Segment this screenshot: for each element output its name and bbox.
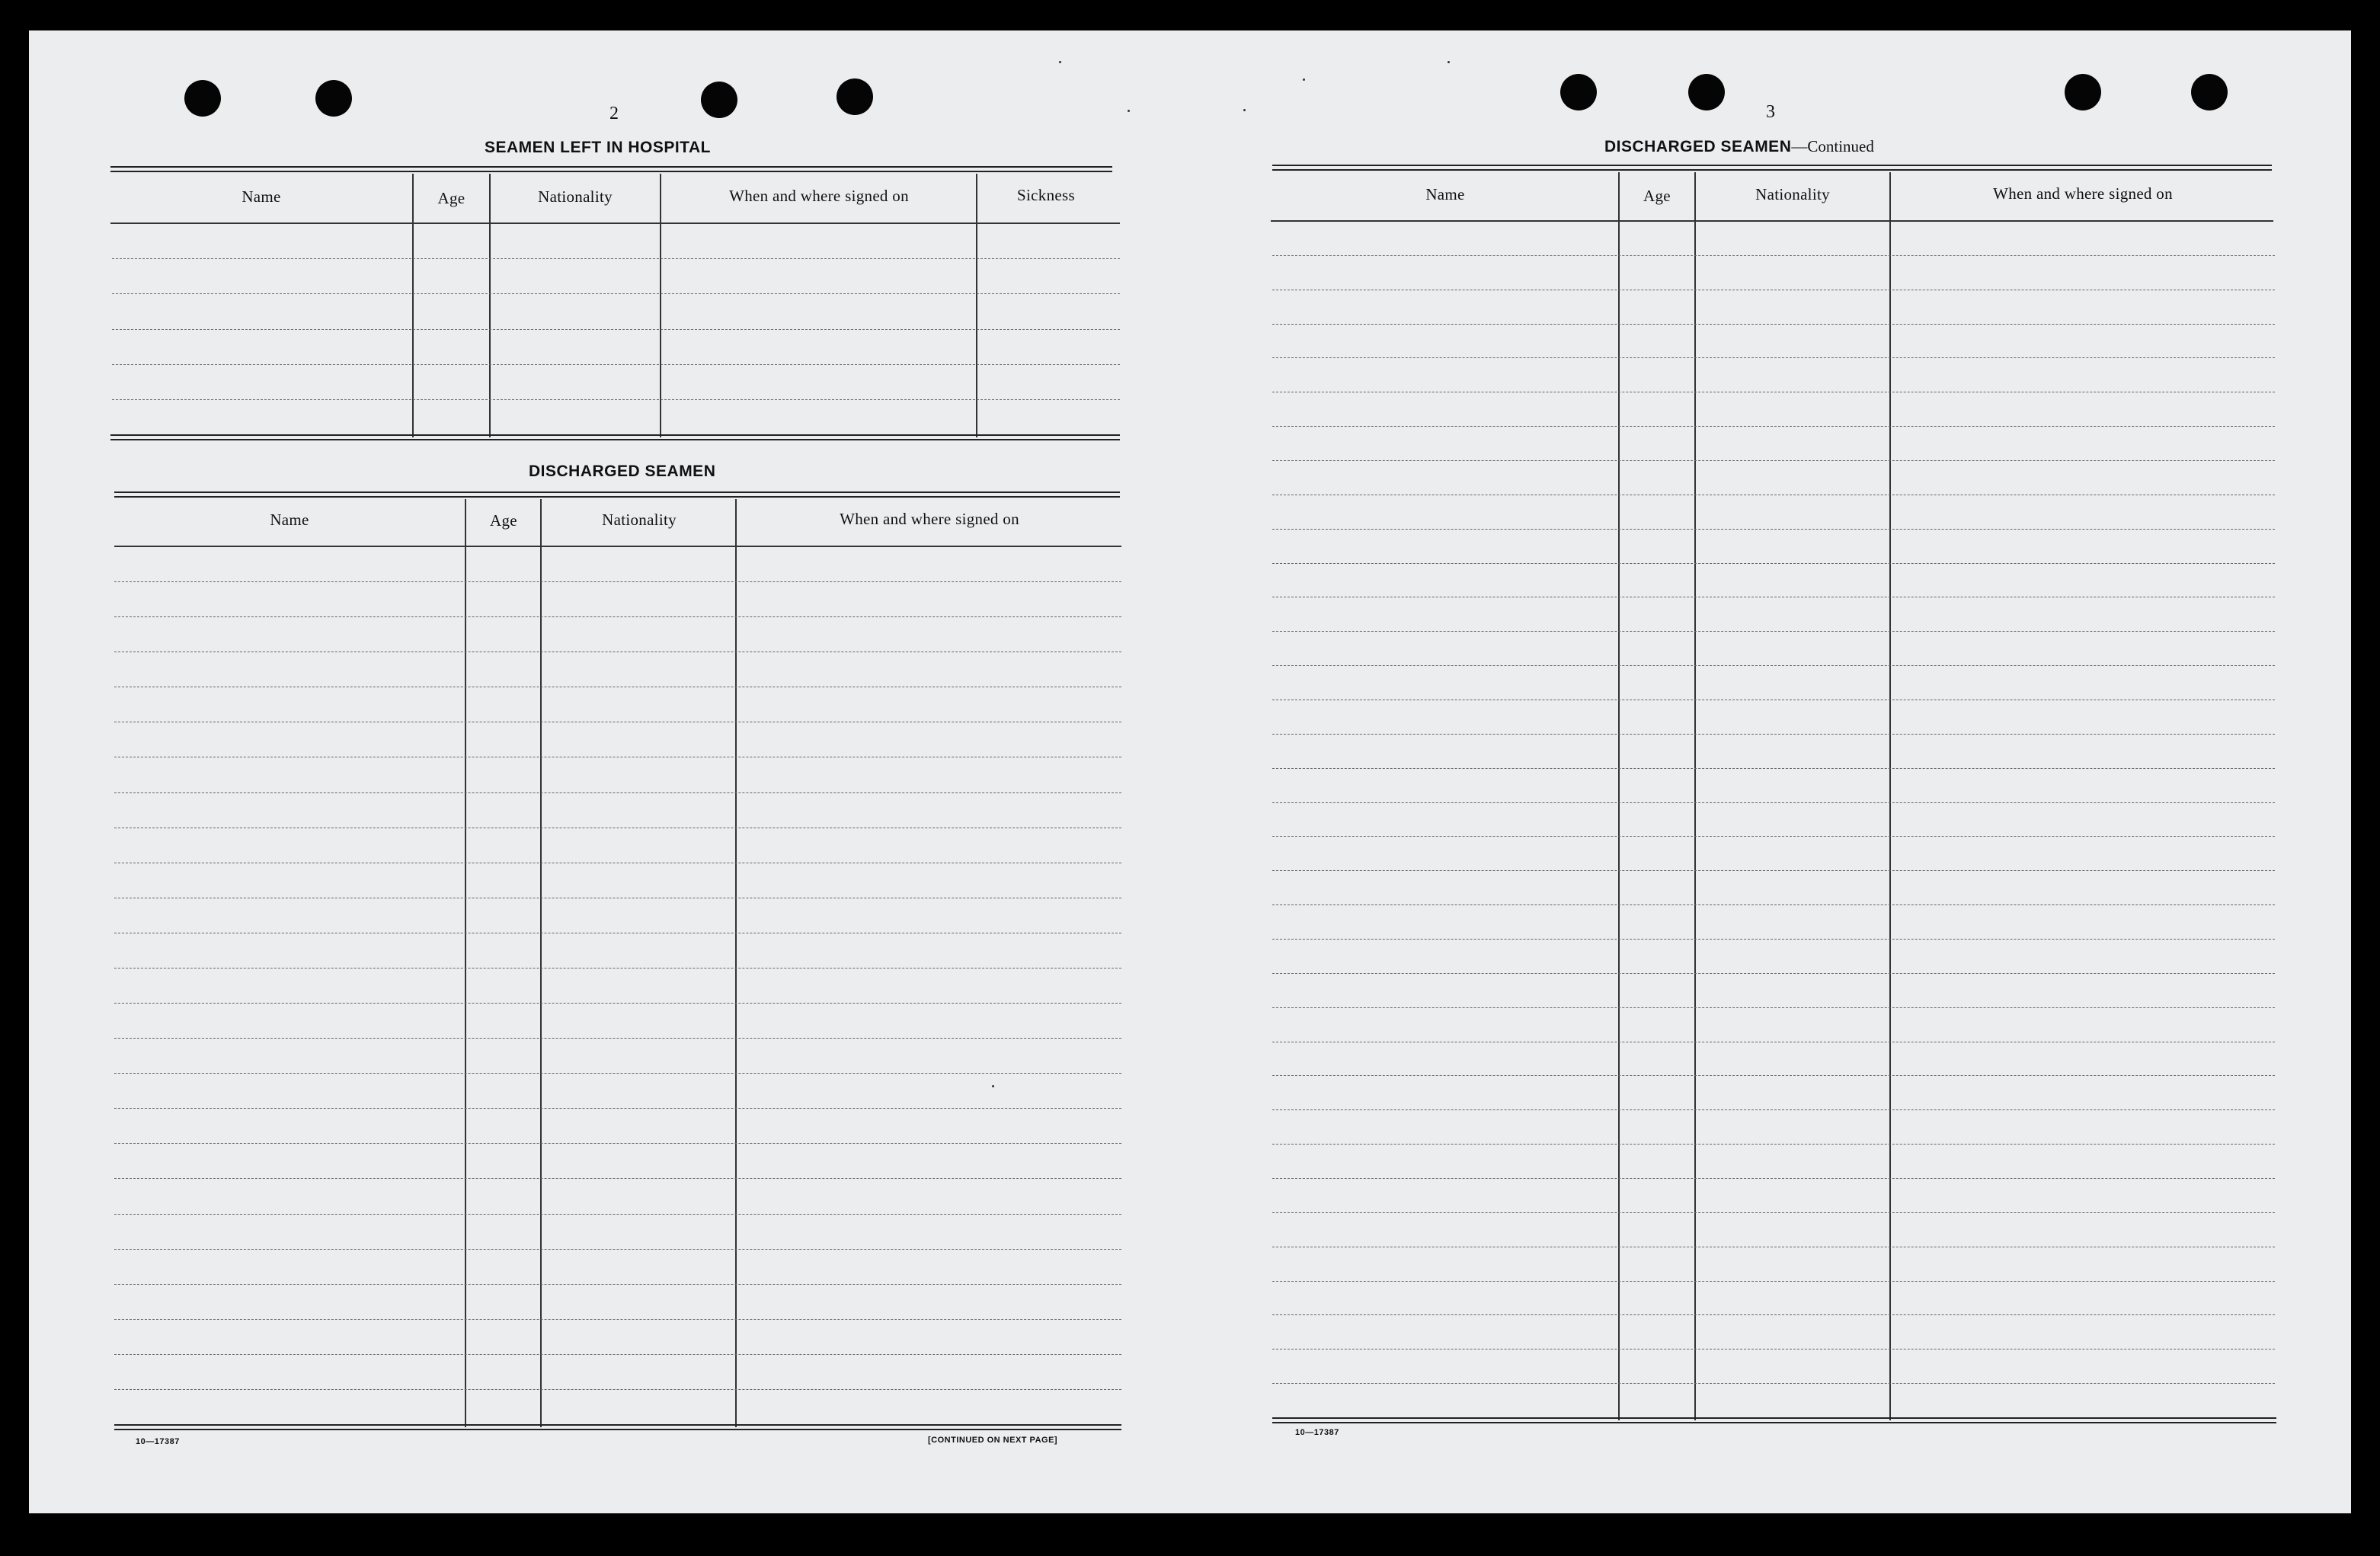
- column-header-age: Age: [437, 189, 465, 207]
- blank-row-line[interactable]: [1272, 1109, 2275, 1110]
- blank-row-line[interactable]: [1272, 904, 2275, 905]
- column-header-nationality: Nationality: [1755, 185, 1830, 203]
- double-rule: [114, 491, 1120, 498]
- blank-row-line[interactable]: [114, 1143, 1121, 1144]
- blank-row-line[interactable]: [114, 1319, 1121, 1320]
- blank-row-line[interactable]: [1272, 563, 2275, 564]
- column-header-name: Name: [270, 511, 309, 529]
- blank-row-line[interactable]: [1272, 426, 2275, 427]
- blank-row-line[interactable]: [1272, 870, 2275, 871]
- blank-row-line[interactable]: [1272, 1144, 2275, 1145]
- blank-row-line[interactable]: [114, 1038, 1121, 1039]
- blank-row-line[interactable]: [1272, 529, 2275, 530]
- blank-row-line[interactable]: [114, 1389, 1121, 1390]
- section-title: SEAMEN LEFT IN HOSPITAL: [485, 139, 711, 156]
- column-header-nationality: Nationality: [538, 187, 613, 206]
- blank-row-line[interactable]: [112, 293, 1120, 294]
- continued-note: [CONTINUED ON NEXT PAGE]: [928, 1436, 1058, 1445]
- column-header-name: Name: [242, 187, 281, 206]
- column-divider: [412, 174, 414, 437]
- column-header-name: Name: [1425, 185, 1465, 203]
- blank-row-line[interactable]: [114, 1214, 1121, 1215]
- form-number: 10—17387: [136, 1437, 180, 1446]
- punch-hole: [2191, 74, 2228, 110]
- blank-row-line[interactable]: [112, 329, 1120, 330]
- column-header-nationality: Nationality: [602, 511, 677, 529]
- section-title: DISCHARGED SEAMEN: [529, 463, 716, 480]
- blank-row-line[interactable]: [114, 581, 1121, 582]
- punch-hole: [837, 78, 873, 115]
- column-divider: [465, 499, 466, 1427]
- double-rule: [1272, 1417, 2276, 1423]
- punch-hole: [2065, 74, 2101, 110]
- column-header-when-where: When and where signed on: [729, 187, 909, 205]
- document-sheet: [29, 30, 2351, 1513]
- blank-row-line[interactable]: [1272, 255, 2275, 256]
- double-rule: [110, 434, 1120, 440]
- blank-row-line[interactable]: [1272, 734, 2275, 735]
- column-divider: [1694, 172, 1696, 1420]
- blank-row-line[interactable]: [1272, 1314, 2275, 1315]
- blank-row-line[interactable]: [114, 616, 1121, 617]
- page-number: 3: [1766, 102, 1775, 122]
- double-rule: [110, 166, 1112, 172]
- blank-row-line[interactable]: [112, 364, 1120, 365]
- page-number: 2: [609, 104, 619, 123]
- section-title-suffix: —Continued: [1791, 137, 1874, 155]
- blank-row-line[interactable]: [1272, 1178, 2275, 1179]
- blank-row-line[interactable]: [1272, 357, 2275, 358]
- scan-speck: [992, 1085, 994, 1087]
- blank-row-line[interactable]: [114, 1354, 1121, 1355]
- column-header-age: Age: [1643, 187, 1671, 205]
- form-number: 10—17387: [1295, 1428, 1339, 1437]
- scan-speck: [1243, 109, 1246, 111]
- column-header-when-where: When and where signed on: [1993, 184, 2173, 203]
- blank-row-line[interactable]: [112, 258, 1120, 259]
- double-rule: [114, 1424, 1121, 1430]
- punch-hole: [184, 80, 221, 117]
- section-title: [1604, 137, 1874, 156]
- blank-row-line[interactable]: [1272, 1075, 2275, 1076]
- blank-row-line[interactable]: [112, 399, 1120, 400]
- header-rule: [110, 223, 1120, 224]
- scan-speck: [1448, 61, 1450, 63]
- blank-row-line[interactable]: [1272, 1007, 2275, 1008]
- blank-row-line[interactable]: [1272, 460, 2275, 461]
- blank-row-line[interactable]: [1272, 631, 2275, 632]
- header-rule: [1271, 220, 2273, 222]
- scan-speck: [1059, 61, 1061, 63]
- section-title-main: DISCHARGED SEAMEN: [1604, 138, 1792, 155]
- blank-row-line[interactable]: [1272, 973, 2275, 974]
- header-rule: [114, 546, 1121, 547]
- punch-hole: [315, 80, 352, 117]
- punch-hole: [1688, 74, 1725, 110]
- column-divider: [540, 499, 542, 1427]
- blank-row-line[interactable]: [1272, 324, 2275, 325]
- column-divider: [976, 174, 977, 437]
- blank-row-line[interactable]: [1272, 802, 2275, 803]
- blank-row-line[interactable]: [114, 1108, 1121, 1109]
- column-header-when-where: When and where signed on: [840, 510, 1019, 528]
- blank-row-line[interactable]: [1272, 939, 2275, 940]
- column-header-age: Age: [490, 511, 517, 530]
- column-divider: [660, 174, 661, 437]
- punch-hole: [1560, 74, 1597, 110]
- blank-row-line[interactable]: [1272, 836, 2275, 837]
- blank-row-line[interactable]: [1272, 1383, 2275, 1384]
- punch-hole: [701, 82, 737, 118]
- blank-row-line[interactable]: [1272, 768, 2275, 769]
- column-divider: [1618, 172, 1620, 1420]
- blank-row-line[interactable]: [114, 1003, 1121, 1004]
- scan-speck: [1303, 78, 1305, 81]
- blank-row-line[interactable]: [1272, 665, 2275, 666]
- blank-row-line[interactable]: [114, 792, 1121, 793]
- blank-row-line[interactable]: [114, 1284, 1121, 1285]
- column-divider: [1889, 172, 1891, 1420]
- blank-row-line[interactable]: [114, 1073, 1121, 1074]
- column-divider: [489, 174, 491, 437]
- blank-row-line[interactable]: [114, 1178, 1121, 1179]
- column-header-sickness: Sickness: [1017, 186, 1075, 204]
- blank-row-line[interactable]: [1272, 1281, 2275, 1282]
- scan-speck: [1128, 110, 1130, 112]
- double-rule: [1272, 165, 2272, 171]
- blank-row-line[interactable]: [1272, 1212, 2275, 1213]
- column-divider: [735, 499, 737, 1427]
- blank-row-line[interactable]: [114, 1249, 1121, 1250]
